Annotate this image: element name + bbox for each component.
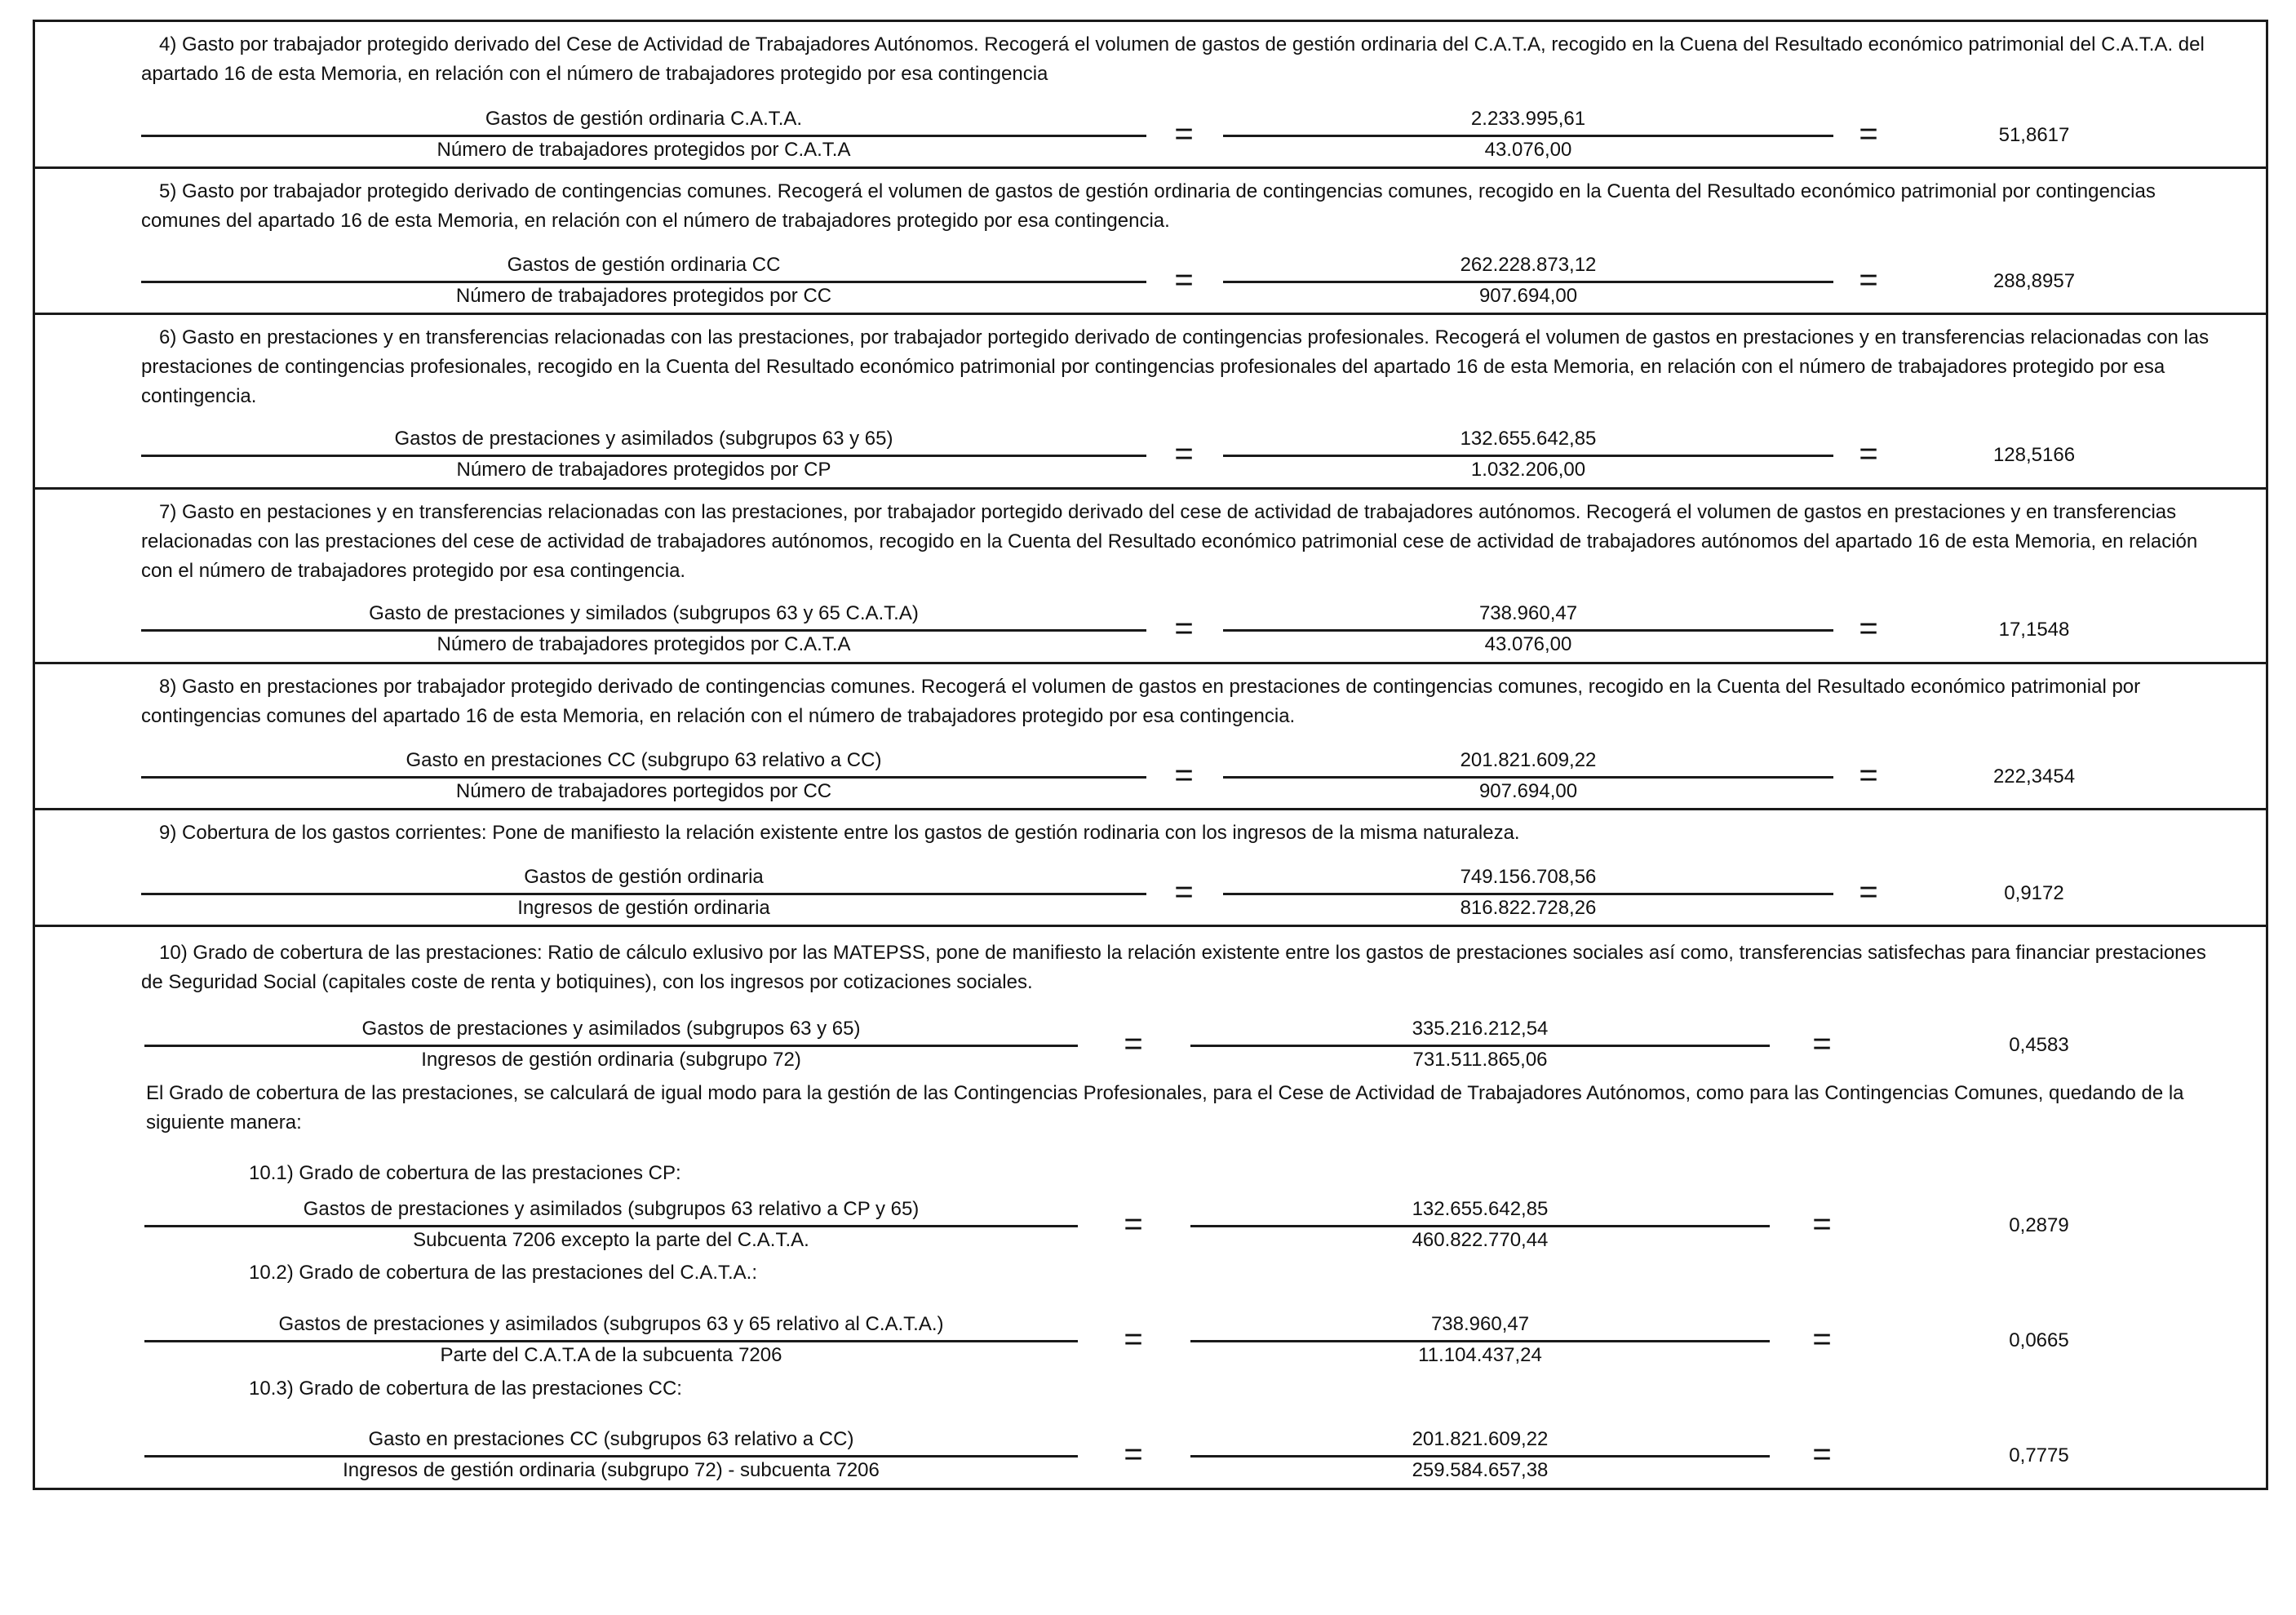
denominator-label: Número de trabajadores protegidos por CC — [455, 285, 832, 307]
numerator-label: Gastos de prestaciones y asimilados (subgrupos 63 relativo a CP y 65) — [303, 1198, 920, 1220]
equals-sign: = — [1859, 436, 1878, 472]
formula-row — [35, 1310, 2271, 1372]
numerator-value: 201.821.609,22 — [1460, 749, 1597, 771]
numerator-value: 738.960,47 — [1478, 602, 1578, 624]
result-value: 128,5166 — [1992, 444, 2076, 466]
section-description: 9) Cobertura de los gastos corrientes: Pone de manifiesto la relación existente entre los gastos de gestión rodinaria con los ingresos de la misma naturaleza. — [159, 822, 1520, 844]
formula-row — [35, 599, 2271, 661]
equals-sign: = — [1174, 874, 1194, 910]
subsection-title: 10.2) Grado de cobertura de las prestaciones del C.A.T.A.: — [249, 1262, 758, 1284]
equals-sign: = — [1124, 1436, 1143, 1472]
numerator-label: Gastos de gestión ordinaria CC — [507, 254, 781, 276]
formula-row — [35, 104, 2271, 166]
section-description: 10) Grado de cobertura de las prestaciones: Ratio de cálculo exlusivo por las MATEPSS, pone de manifiesto la relación existente entre los gastos de prestaciones sociales así como, transferencias satisfechas para financiar prestaciones de Seguridad Social (capitales coste de renta y botiquines), con los ingresos por cotizaciones sociales. — [141, 942, 2206, 993]
subsection-title: 10.1) Grado de cobertura de las prestaciones CP: — [249, 1162, 681, 1184]
equals-sign: = — [1812, 1026, 1832, 1062]
denominator-label: Número de trabajadores portegidos por CC — [455, 780, 832, 802]
denominator-value: 1.032.206,00 — [1470, 459, 1586, 481]
denominator-label: Parte del C.A.T.A de la subcuenta 7206 — [440, 1344, 782, 1366]
denominator-label: Número de trabajadores protegidos por CP — [456, 459, 831, 481]
section-4 — [35, 22, 2266, 166]
section-description: 4) Gasto por trabajador protegido derivado del Cese de Actividad de Trabajadores Autónomos. Recogerá el volumen de gastos de gestión ordinaria del C.A.T.A, recogido en la Cuena del Resultado económico patrimonial del C.A.T.A. del apartado 16 de esta Memoria, en relación con el número de trabajadores protegido por esa contingencia — [141, 33, 2205, 85]
numerator-label: Gasto en prestaciones CC (subgrupos 63 relativo a CC) — [368, 1428, 854, 1450]
equals-sign: = — [1124, 1026, 1143, 1062]
numerator-value: 335.216.212,54 — [1412, 1018, 1549, 1040]
equals-sign: = — [1174, 757, 1194, 793]
denominator-label: Ingresos de gestión ordinaria (subgrupo 72) - subcuenta 7206 — [343, 1459, 880, 1481]
section-5 — [35, 166, 2266, 313]
denominator-value: 816.822.728,26 — [1460, 897, 1597, 919]
denominator-label: Número de trabajadores protegidos por C.A.T.A — [437, 633, 851, 655]
denominator-value: 11.104.437,24 — [1418, 1344, 1542, 1366]
numerator-value: 749.156.708,56 — [1460, 866, 1597, 888]
numerator-value: 132.655.642,85 — [1460, 428, 1597, 450]
numerator-value: 132.655.642,85 — [1412, 1198, 1549, 1220]
denominator-value: 43.076,00 — [1484, 633, 1572, 655]
numerator-value: 262.228.873,12 — [1460, 254, 1597, 276]
formula-row — [35, 746, 2271, 808]
result-value: 0,4583 — [2009, 1034, 2069, 1056]
result-value: 0,9172 — [2004, 882, 2064, 904]
numerator-label: Gastos de prestaciones y asimilados (subgrupos 63 y 65 relativo al C.A.T.A.) — [278, 1313, 944, 1335]
denominator-label: Ingresos de gestión ordinaria — [517, 897, 770, 919]
equals-sign: = — [1859, 116, 1878, 152]
section-description: 5) Gasto por trabajador protegido derivado de contingencias comunes. Recogerá el volumen de gastos de gestión ordinaria de contingencias comunes, recogido en la Cuenta del Resultado económico patrimonial por contingencias comunes del apartado 16 de esta Memoria, en relación con el número de trabajadores protegido por esa contingencia. — [141, 180, 2156, 232]
equals-sign: = — [1859, 874, 1878, 910]
equals-sign: = — [1174, 262, 1194, 298]
formula-row — [35, 863, 2271, 925]
result-value: 51,8617 — [1998, 124, 2070, 146]
denominator-label: Subcuenta 7206 excepto la parte del C.A.T.A. — [413, 1229, 809, 1251]
section-10 — [35, 925, 2266, 1488]
result-value: 0,0665 — [2009, 1329, 2069, 1351]
numerator-value: 2.233.995,61 — [1470, 108, 1586, 130]
equals-sign: = — [1812, 1206, 1832, 1242]
denominator-value: 731.511.865,06 — [1412, 1049, 1548, 1071]
subsection-title: 10.3) Grado de cobertura de las prestaciones CC: — [249, 1378, 682, 1400]
result-value: 222,3454 — [1992, 765, 2076, 788]
section-8 — [35, 662, 2266, 808]
section-9 — [35, 808, 2266, 925]
result-value: 288,8957 — [1992, 270, 2076, 292]
section-description: 6) Gasto en prestaciones y en transferencias relacionadas con las prestaciones, por trabajador portegido derivado de contingencias profesionales. Recogerá el volumen de gastos en prestaciones y en transferencias relacionadas con las prestaciones de contingencias profesionales, recogido en la Cuenta del Resultado económico patrimonial por contingencias profesionales del apartado 16 de esta Memoria, en relación con el número de trabajadores protegido por esa contingencia. — [141, 326, 2210, 407]
numerator-label: Gastos de gestión ordinaria C.A.T.A. — [485, 108, 803, 130]
formula-row — [35, 1425, 2271, 1487]
section-description: 8) Gasto en prestaciones por trabajador protegido derivado de contingencias comunes. Recogerá el volumen de gastos en prestaciones de contingencias comunes, recogido en la Cuenta del Resultado económico patrimonial por contingencias comunes del apartado 16 de esta Memoria, en relación con el número de trabajadores protegido por esa contingencia. — [141, 676, 2141, 727]
equals-sign: = — [1859, 262, 1878, 298]
equals-sign: = — [1859, 610, 1878, 646]
formula-row — [35, 424, 2271, 486]
equals-sign: = — [1174, 116, 1194, 152]
formula-row — [35, 251, 2271, 313]
result-value: 17,1548 — [1998, 619, 2070, 641]
section-description: 7) Gasto en pestaciones y en transferencias relacionadas con las prestaciones, por trabajador portegido derivado del cese de actividad de trabajadores autónomos. Recogerá el volumen de gastos en prestaciones y en transferencias relacionadas con las prestaciones del cese de actividad de trabajadores autónomos, recogido en la Cuenta del Resultado económico patrimonial cese de actividad de trabajadores autónomos del apartado 16 de esta Memoria, en relación con el número de trabajadores protegido por esa contingencia. — [141, 501, 2198, 582]
equals-sign: = — [1174, 610, 1194, 646]
numerator-label: Gastos de gestión ordinaria — [524, 866, 764, 888]
section-note: El Grado de cobertura de las prestaciones, se calculará de igual modo para la gestión de las Contingencias Profesionales, para el Cese de Actividad de Trabajadores Autónomos, como para las Contingencias Comunes, quedando de la siguiente manera: — [146, 1082, 2184, 1134]
numerator-label: Gastos de prestaciones y asimilados (subgrupos 63 y 65) — [394, 428, 893, 450]
equals-sign: = — [1124, 1206, 1143, 1242]
denominator-label: Número de trabajadores protegidos por C.A.T.A — [437, 139, 851, 161]
formula-row — [35, 1195, 2271, 1257]
denominator-value: 43.076,00 — [1484, 139, 1572, 161]
section-6 — [35, 313, 2266, 487]
numerator-label: Gasto en prestaciones CC (subgrupo 63 relativo a CC) — [406, 749, 882, 771]
denominator-label: Ingresos de gestión ordinaria (subgrupo 72) — [421, 1049, 801, 1071]
numerator-label: Gastos de prestaciones y asimilados (subgrupos 63 y 65) — [361, 1018, 861, 1040]
section-7 — [35, 487, 2266, 662]
numerator-value: 201.821.609,22 — [1412, 1428, 1549, 1450]
denominator-value: 907.694,00 — [1478, 285, 1578, 307]
formula-row — [35, 1014, 2271, 1076]
equals-sign: = — [1174, 436, 1194, 472]
numerator-value: 738.960,47 — [1430, 1313, 1530, 1335]
equals-sign: = — [1812, 1321, 1832, 1357]
equals-sign: = — [1812, 1436, 1832, 1472]
equals-sign: = — [1124, 1321, 1143, 1357]
result-value: 0,2879 — [2009, 1214, 2069, 1236]
denominator-value: 259.584.657,38 — [1412, 1459, 1549, 1481]
denominator-value: 907.694,00 — [1478, 780, 1578, 802]
numerator-label: Gasto de prestaciones y similados (subgrupos 63 y 65 C.A.T.A) — [369, 602, 919, 624]
denominator-value: 460.822.770,44 — [1412, 1229, 1549, 1251]
equals-sign: = — [1859, 757, 1878, 793]
ratios-document — [33, 20, 2268, 1490]
result-value: 0,7775 — [2009, 1444, 2069, 1466]
